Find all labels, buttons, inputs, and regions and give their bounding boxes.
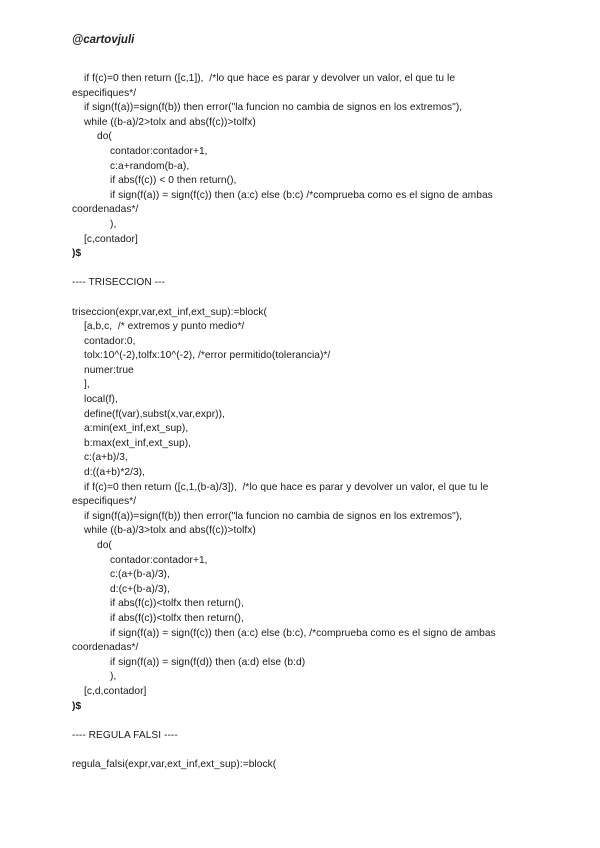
code-line: tolx:10^(-2),tolfx:10^(-2), /*error permitido(tolerancia)*/ <box>84 350 331 362</box>
code-line: define(f(var),subst(x,var,expr)), <box>84 408 225 420</box>
section-heading-regula-falsi: ---- REGULA FALSI ---- <box>72 729 178 741</box>
code-line: if abs(f(c))<tolfx then return(), <box>110 612 244 624</box>
code-line: if f(c)=0 then return ([c,1,(b-a)/3]), /*lo que hace es parar y devolver un valor, el que tu le <box>84 481 489 493</box>
code-line: [a,b,c, /* extremos y punto medio*/ <box>84 321 245 333</box>
code-listing <box>72 72 532 773</box>
code-line: local(f), <box>84 394 118 406</box>
code-line: coordenadas*/ <box>72 204 139 216</box>
code-line: [c,d,contador] <box>84 685 147 697</box>
code-line: if abs(f(c)) < 0 then return(), <box>110 175 237 187</box>
code-line: regula_falsi(expr,var,ext_inf,ext_sup):=block( <box>72 758 277 770</box>
spacer <box>72 262 532 277</box>
code-line: b:max(ext_inf,ext_sup), <box>84 437 192 449</box>
code-line: ), <box>110 671 117 683</box>
spacer <box>72 291 532 306</box>
code-line: )$ <box>72 700 82 712</box>
code-line: c:(a+(b-a)/3), <box>110 569 170 581</box>
code-line: a:min(ext_inf,ext_sup), <box>84 423 189 435</box>
code-line: d:((a+b)*2/3), <box>84 467 146 479</box>
code-line: do( <box>97 131 112 143</box>
code-line: if sign(f(a)) = sign(f(c)) then (a:c) else (b:c), /*comprueba como es el signo de ambas <box>110 627 496 639</box>
code-line: [c,contador] <box>84 233 138 245</box>
spacer <box>72 743 532 758</box>
code-line: triseccion(expr,var,ext_inf,ext_sup):=block( <box>72 306 267 318</box>
code-line: do( <box>97 540 112 551</box>
code-line: if f(c)=0 then return ([c,1]), /*lo que hace es parar y devolver un valor, el que tu le <box>84 73 456 84</box>
code-line: d:(c+(b-a)/3), <box>110 583 170 595</box>
code-line: contador:contador+1, <box>110 145 208 157</box>
section-heading-triseccion: ---- TRISECCION --- <box>72 277 166 289</box>
code-line: while ((b-a)/3>tolx and abs(f(c))>tolfx) <box>84 525 256 537</box>
code-line: if sign(f(a))=sign(f(b)) then error("la funcion no cambia de signos en los extremos"), <box>84 510 463 522</box>
code-line: if abs(f(c))<tolfx then return(), <box>110 598 244 610</box>
code-line: )$ <box>72 248 82 260</box>
code-line: c:(a+b)/3, <box>84 452 128 464</box>
code-line: contador:contador+1, <box>110 554 208 566</box>
author-handle: @cartovjuli <box>72 34 135 46</box>
code-line: if sign(f(a))=sign(f(b)) then error("la funcion no cambia de signos en los extremos"), <box>84 102 463 114</box>
code-line: especifiques*/ <box>72 496 137 508</box>
code-line: ], <box>84 379 90 391</box>
code-line: ), <box>110 218 117 230</box>
code-line: especifiques*/ <box>72 87 137 99</box>
code-line: c:a+random(b-a), <box>110 160 190 172</box>
code-line: coordenadas*/ <box>72 642 139 654</box>
code-line: contador:0, <box>84 335 136 347</box>
code-line: if sign(f(a)) = sign(f(c)) then (a:c) else (b:c) /*comprueba como es el signo de ambas <box>110 189 493 201</box>
code-line: while ((b-a)/2>tolx and abs(f(c))>tolfx) <box>84 116 256 128</box>
code-line: numer:true <box>84 364 134 376</box>
code-line: if sign(f(a)) = sign(f(d)) then (a:d) else (b:d) <box>110 656 306 668</box>
spacer <box>72 714 532 729</box>
